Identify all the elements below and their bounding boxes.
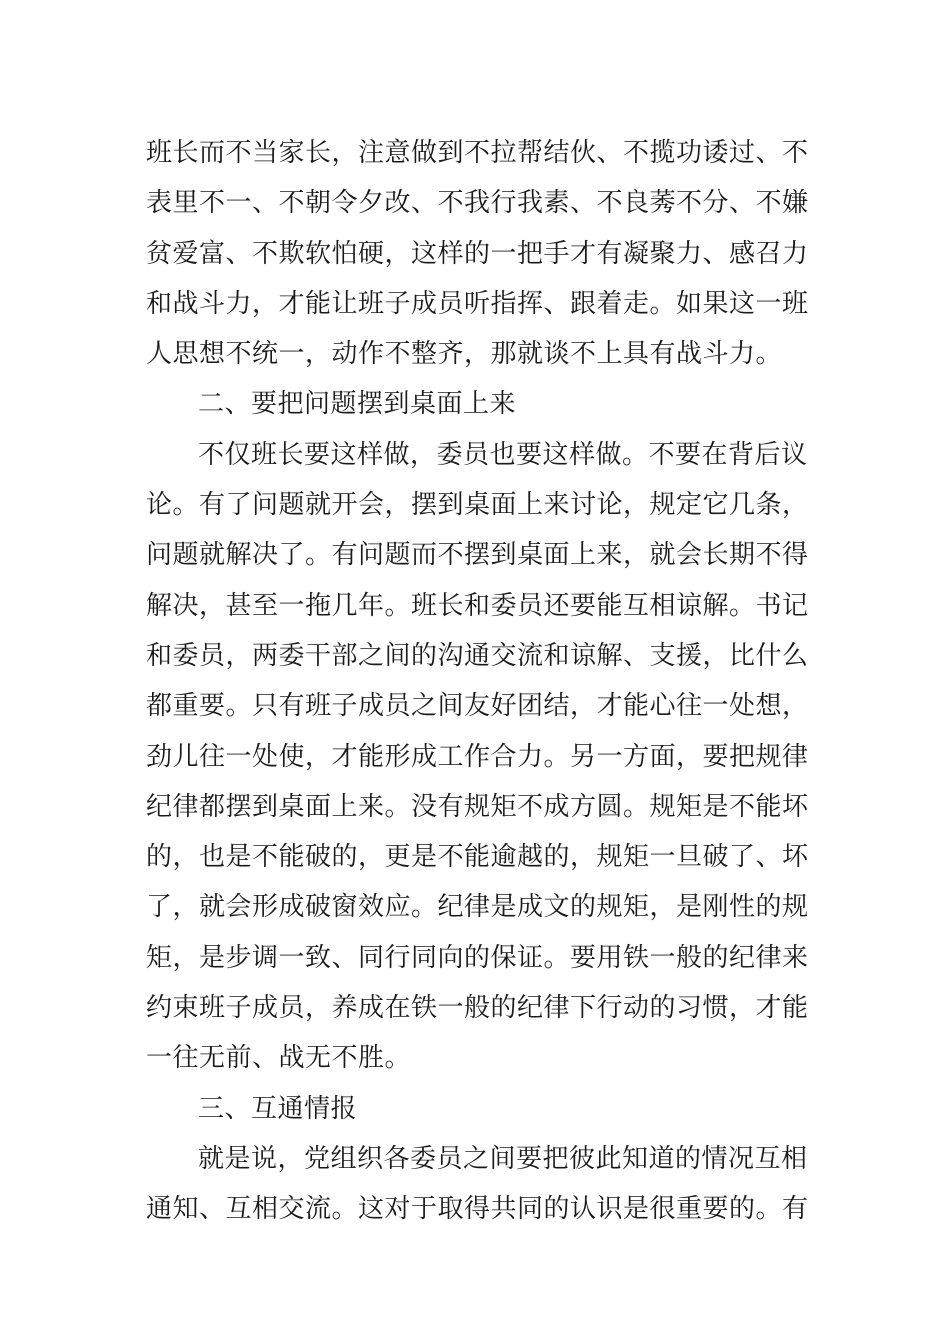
- body-line: 通知、互相交流。这对于取得共同的认识是很重要的。有: [146, 1194, 809, 1225]
- body-line: 表里不一、不朝令夕改、不我行我素、不良莠不分、不嫌: [146, 188, 809, 219]
- body-line: 约束班子成员，养成在铁一般的纪律下行动的习惯，才能: [146, 993, 809, 1024]
- body-line: 都重要。只有班子成员之间友好团结，才能心往一处想，: [146, 691, 809, 722]
- body-line: 和战斗力，才能让班子成员听指挥、跟着走。如果这一班: [146, 288, 809, 319]
- body-line: 和委员，两委干部之间的沟通交流和谅解、支援，比什么: [146, 640, 809, 671]
- section-heading-2: 二、要把问题摆到桌面上来: [198, 389, 517, 420]
- body-line: 纪律都摆到桌面上来。没有规矩不成方圆。规矩是不能坏: [146, 791, 809, 822]
- body-line: 论。有了问题就开会，摆到桌面上来讨论，规定它几条，: [146, 490, 809, 521]
- body-line: 班长而不当家长，注意做到不拉帮结伙、不揽功诿过、不: [146, 138, 809, 168]
- body-line: 了，就会形成破窗效应。纪律是成文的规矩，是刚性的规: [146, 892, 809, 923]
- body-line: 矩，是步调一致、同行同向的保证。要用铁一般的纪律来: [146, 942, 809, 973]
- document-body: [146, 128, 809, 1235]
- body-line: 劲儿往一处使，才能形成工作合力。另一方面，要把规律: [146, 741, 809, 772]
- body-line: 的，也是不能破的，更是不能逾越的，规矩一旦破了、坏: [146, 842, 809, 873]
- section-heading-3: 三、互通情报: [198, 1093, 358, 1124]
- paragraph-first-line: 不仅班长要这样做，委员也要这样做。不要在背后议: [198, 439, 808, 470]
- body-line: 一往无前、战无不胜。: [146, 1043, 412, 1074]
- body-line: 贫爱富、不欺软怕硬，这样的一把手才有凝聚力、感召力: [146, 238, 809, 269]
- paragraph-first-line: 就是说，党组织各委员之间要把彼此知道的情况互相: [198, 1143, 808, 1174]
- body-line: 解决，甚至一拖几年。班长和委员还要能互相谅解。书记: [146, 590, 809, 621]
- body-line: 人思想不统一，动作不整齐，那就谈不上具有战斗力。: [146, 339, 783, 370]
- body-line: 问题就解决了。有问题而不摆到桌面上来，就会长期不得: [146, 540, 809, 571]
